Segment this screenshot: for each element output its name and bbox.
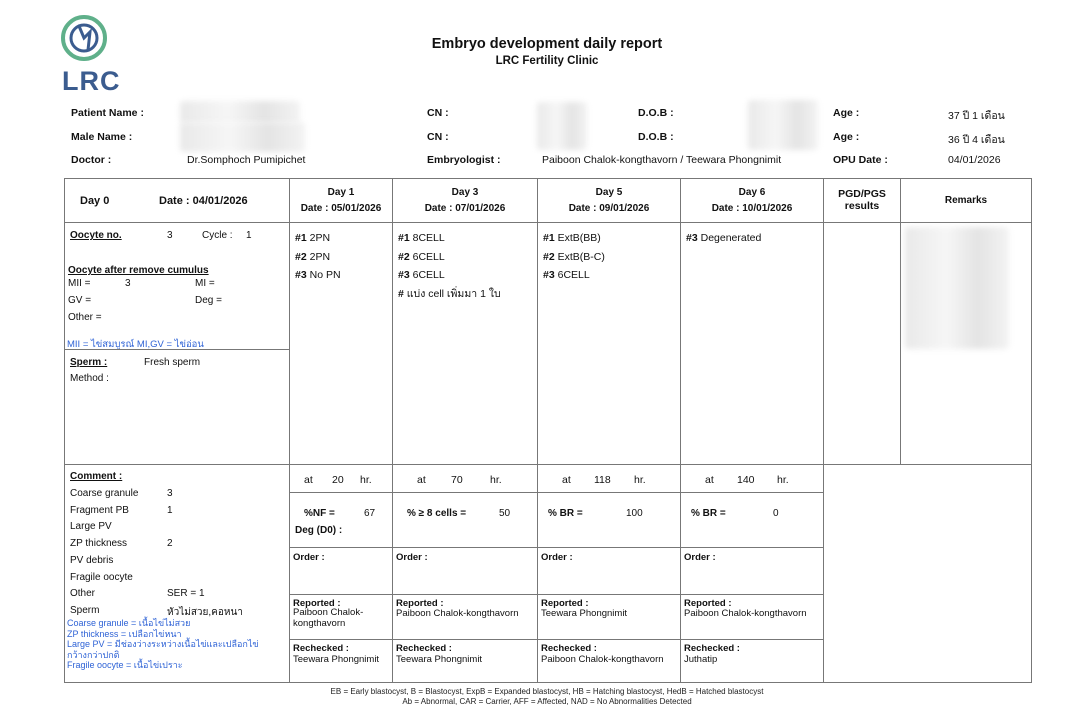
pgd-header (824, 179, 901, 223)
day5-list (543, 229, 680, 285)
divider (290, 594, 392, 595)
embryo-grade: 2PN (306, 250, 331, 263)
legend-line-1: EB = Early blastocyst, B = Blastocyst, ExpB = Expanded blastocyst, HB = Hatching blastocyst, HedB = Hatched blastocyst (330, 687, 764, 696)
method-label: Method : (70, 373, 109, 384)
day3-summary (393, 465, 538, 683)
comment-cell (65, 465, 290, 683)
day3-list (398, 229, 537, 303)
at-hours: 140 (737, 474, 755, 486)
embryo-number: #3 (686, 232, 698, 244)
divider (393, 547, 537, 548)
at-hours: 118 (594, 474, 611, 486)
order-label: Order : (684, 552, 716, 563)
comment-key: Large PV (70, 521, 112, 532)
divider (290, 639, 392, 640)
divider (681, 492, 823, 493)
day3-item (398, 285, 537, 304)
cn-redacted (537, 102, 587, 150)
day6-item (686, 229, 823, 248)
at-hours: 70 (451, 474, 463, 486)
comment-key: ZP thickness (70, 538, 128, 549)
day3-label: Day 3 (451, 187, 479, 198)
metric-value: 100 (626, 508, 643, 519)
at-label: at (705, 474, 714, 486)
day5-label: Day 5 (595, 187, 623, 198)
cn-label: CN : (427, 107, 449, 119)
embryo-number: #1 (398, 232, 410, 244)
day6-cell (681, 223, 824, 465)
day1-summary (290, 465, 393, 683)
rechecked-label: Rechecked : (541, 643, 597, 654)
embryo-grade: 6CELL (409, 250, 445, 263)
legend-line-2: Ab = Abnormal, CAR = Carrier, AFF = Affected, NAD = No Abnormalities Detected (402, 697, 692, 706)
divider (393, 492, 537, 493)
oocyte-after-label: Oocyte after remove cumulus (68, 265, 209, 276)
comment-note: ZP thickness = เปลือกไข่หนา (67, 628, 182, 639)
day1-item (295, 248, 392, 267)
metric-label: % BR = (691, 508, 726, 519)
day3-item (398, 266, 537, 285)
day3-item (398, 248, 537, 267)
divider (290, 547, 392, 548)
comment-note: กว้างกว่าปกติ (67, 649, 120, 660)
report-subtitle: LRC Fertility Clinic (495, 55, 599, 67)
day5-header (538, 179, 681, 223)
reported-value: Teewara Phongnimit (541, 608, 628, 619)
order-label: Order : (396, 552, 428, 563)
male-age-value: 36 ปี 4 เดือน (948, 134, 1005, 146)
metric-value: 0 (773, 508, 779, 519)
metric-value: 67 (364, 508, 376, 519)
comment-note: Fragile oocyte = เนื้อไข่เปราะ (67, 660, 183, 670)
opu-date-label: OPU Date : (833, 154, 888, 166)
day1-header (290, 179, 393, 223)
sperm-label: Sperm : (70, 357, 108, 368)
patient-name-label: Patient Name : (71, 107, 144, 119)
day5-item (543, 266, 680, 285)
comment-note: Coarse granule = เนื้อไข่ไม่สวย (67, 618, 191, 628)
day3-date: Date : 07/01/2026 (424, 203, 506, 214)
cycle-label: Cycle : (202, 230, 233, 241)
metric-value: 50 (499, 508, 511, 519)
embryo-grade: แบ่ง cell เพิ่มมา 1 ใบ (403, 287, 501, 300)
day6-header (681, 179, 824, 223)
at-label: at (304, 474, 313, 486)
doctor-label: Doctor : (71, 154, 112, 166)
day3-header (393, 179, 538, 223)
day5-cell (538, 223, 681, 465)
day5-summary (538, 465, 681, 683)
comment-note: Large PV = มีช่องว่างระหว่างเนื้อไข่และเปลือกไข่ (67, 639, 259, 649)
day3-cell (393, 223, 538, 465)
hr-label: hr. (490, 474, 502, 486)
divider (290, 492, 392, 493)
reported-label: Reported : (541, 598, 589, 609)
age-label: Age : (833, 107, 860, 119)
deg-label: Deg = (195, 295, 222, 306)
reported-label: Reported : (293, 598, 341, 609)
metric-label: %NF = (304, 508, 335, 519)
embryo-number: #1 (543, 232, 555, 244)
dob-redacted (748, 100, 818, 150)
mi-label: MI = (195, 278, 215, 289)
pgd-cell (824, 223, 901, 465)
comment-key: Coarse granule (70, 488, 139, 499)
remarks-redacted (905, 227, 1009, 349)
clinic-logo (60, 14, 120, 94)
rechecked-value: Teewara Phongnimit (396, 654, 483, 665)
hr-label: hr. (777, 474, 789, 486)
embryo-number: #2 (295, 250, 307, 263)
reported-value: Paiboon Chalok-kongthavorn (684, 608, 807, 619)
day1-item (295, 266, 392, 285)
metric-label: % ≥ 8 cells = (407, 508, 467, 519)
divider (538, 492, 680, 493)
hr-label: hr. (360, 474, 372, 486)
rechecked-value: Paiboon Chalok-kongthavorn (541, 654, 664, 665)
embryo-number: #3 (295, 269, 307, 281)
doctor-value: Dr.Somphoch Pumipichet (187, 154, 306, 166)
age-value: 37 ปี 1 เดือน (948, 110, 1005, 122)
comment-value: 1 (167, 505, 173, 516)
at-hours: 20 (332, 474, 344, 486)
reported-label: Reported : (684, 598, 732, 609)
comment-key: Sperm (70, 605, 100, 616)
day1-date: Date : 05/01/2026 (300, 203, 382, 214)
embryo-number: #3 (543, 269, 555, 281)
comment-key: PV debris (70, 555, 114, 566)
opu-date-value: 04/01/2026 (948, 154, 1001, 166)
day1-item (295, 229, 392, 248)
sperm-divider (65, 349, 289, 350)
sperm-value: Fresh sperm (144, 357, 201, 368)
embryo-grade: 8CELL (409, 232, 445, 244)
report-title: Embryo development daily report (431, 36, 663, 52)
day6-summary (681, 465, 824, 683)
embryo-grade: ExtB(B-C) (554, 250, 605, 263)
comment-value: 3 (167, 488, 173, 499)
male-name-redacted (180, 122, 305, 152)
embryologist-value: Paiboon Chalok-kongthavorn / Teewara Phongnimit (542, 154, 782, 166)
at-label: at (417, 474, 426, 486)
remarks-label: Remarks (944, 195, 988, 206)
comment-key: Fragment PB (70, 505, 129, 516)
remarks-header (901, 179, 1032, 223)
mii-value: 3 (125, 278, 131, 289)
divider (681, 639, 823, 640)
rechecked-label: Rechecked : (684, 643, 740, 654)
pgd-remarks-empty-cell (824, 465, 1032, 683)
day6-label: Day 6 (738, 187, 766, 198)
pgd-label: PGD/PGS results (838, 188, 886, 212)
cycle-value: 1 (246, 230, 252, 241)
rechecked-label: Rechecked : (293, 643, 349, 654)
day5-item (543, 248, 680, 267)
male-name-label: Male Name : (71, 131, 133, 143)
embryo-grade: ExtB(BB) (554, 232, 601, 244)
other-label: Other = (68, 312, 102, 323)
embryo-grade: Degenerated (697, 232, 762, 244)
embryo-grade: 6CELL (409, 269, 445, 281)
reported-label: Reported : (396, 598, 444, 609)
day1-label: Day 1 (327, 187, 355, 198)
cn-label-2: CN : (427, 131, 449, 143)
dob-label: D.O.B : (638, 107, 674, 119)
dob-label-2: D.O.B : (638, 131, 674, 143)
divider (393, 594, 537, 595)
divider (538, 547, 680, 548)
maturity-note: MII = ไข่สมบูรณ์ MI,GV = ไข่อ่อน (67, 339, 204, 350)
oocyte-no-label: Oocyte no. (70, 230, 122, 241)
day6-date: Date : 10/01/2026 (711, 203, 793, 214)
embryo-report-table (64, 178, 1032, 683)
reported-value: Paiboon Chalok-kongthavorn (396, 608, 519, 619)
embryo-number: #2 (398, 250, 410, 263)
metric-label: % BR = (548, 508, 583, 519)
embryo-grade: 6CELL (554, 269, 590, 281)
oocyte-no-value: 3 (167, 230, 173, 241)
embryo-number: #3 (398, 269, 410, 281)
day6-list (686, 229, 823, 248)
divider (681, 547, 823, 548)
embryologist-label: Embryologist : (427, 154, 501, 166)
hr-label: hr. (634, 474, 646, 486)
day0-label: Day 0 (80, 195, 110, 207)
male-age-label: Age : (833, 131, 860, 143)
day1-cell (290, 223, 393, 465)
reported-value: Paiboon Chalok-kongthavorn (293, 607, 364, 629)
comment-notes (67, 618, 259, 671)
deg-d0-label: Deg (D0) : (295, 525, 343, 536)
comment-value: SER = 1 (167, 588, 205, 599)
divider (538, 639, 680, 640)
day0-header (65, 179, 290, 223)
day1-list (295, 229, 392, 285)
day5-item (543, 229, 680, 248)
rechecked-value: Teewara Phongnimit (293, 654, 380, 665)
rechecked-value: Juthatip (684, 654, 718, 665)
order-label: Order : (541, 552, 573, 563)
order-label: Order : (293, 552, 325, 563)
logo-text: LRC (62, 66, 121, 96)
mii-label: MII = (68, 278, 91, 289)
embryo-number: #1 (295, 232, 307, 244)
embryo-grade: 2PN (306, 232, 331, 244)
divider (393, 639, 537, 640)
day3-item (398, 229, 537, 248)
embryo-number: #2 (543, 250, 555, 263)
comment-key: Other (70, 588, 96, 599)
divider (538, 594, 680, 595)
divider (681, 594, 823, 595)
day0-date: Date : 04/01/2026 (159, 195, 248, 207)
comment-value: หัวไม่สวย,คอหนา (167, 607, 243, 618)
comment-key: Fragile oocyte (70, 572, 133, 583)
day5-date: Date : 09/01/2026 (568, 203, 650, 214)
remarks-cell (901, 223, 1032, 465)
embryo-grade: No PN (306, 269, 341, 281)
at-label: at (562, 474, 571, 486)
embryo-number: # (398, 287, 404, 300)
gv-label: GV = (68, 295, 92, 306)
day0-cell (65, 223, 290, 465)
patient-name-redacted (180, 101, 300, 123)
comment-value: 2 (167, 538, 173, 549)
comment-label: Comment : (70, 471, 123, 482)
rechecked-label: Rechecked : (396, 643, 452, 654)
